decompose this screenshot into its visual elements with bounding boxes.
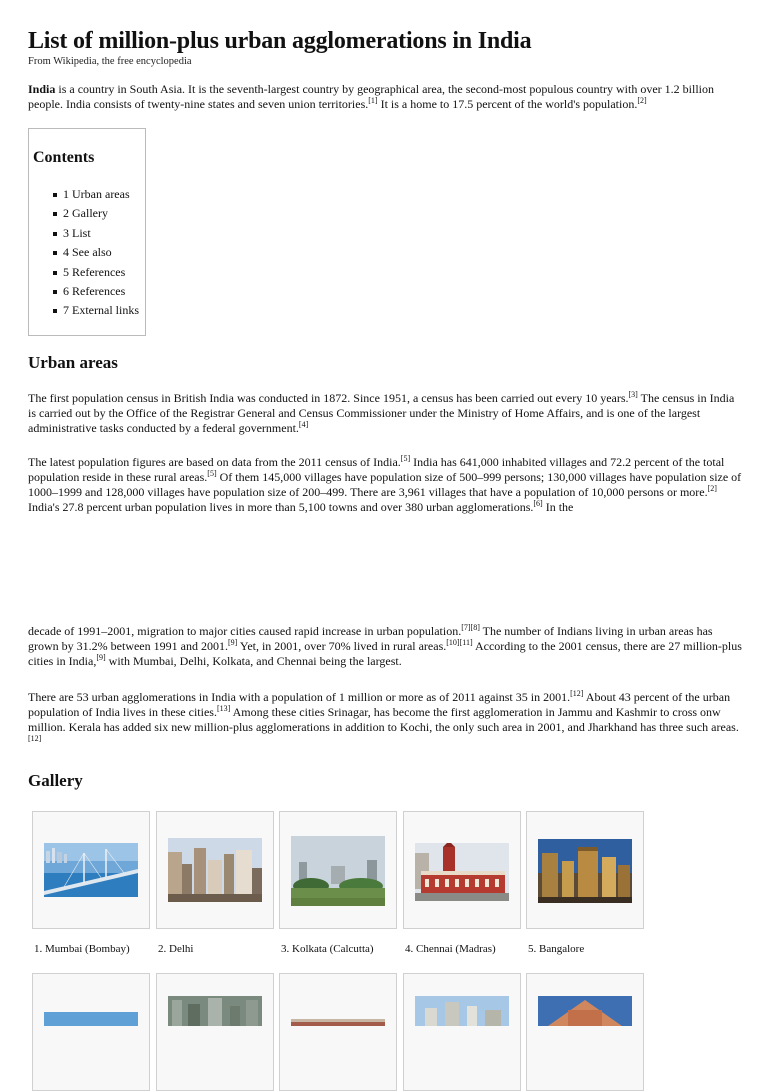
gallery-item-9[interactable] [403, 973, 521, 1091]
caption-mumbai[interactable]: 1. Mumbai (Bombay) [34, 943, 130, 955]
toc-item-gallery[interactable]: 2 Gallery [63, 204, 139, 223]
ref-link[interactable]: [5] [400, 454, 411, 463]
gallery-thumbnail-8[interactable] [291, 1016, 385, 1026]
delhi-thumbnail[interactable] [168, 838, 262, 902]
gallery-thumbnail-10[interactable] [538, 996, 632, 1026]
gallery-thumbnail-7[interactable] [168, 996, 262, 1026]
gallery-item-delhi[interactable] [156, 811, 274, 929]
toc-item-list[interactable]: 3 List [63, 224, 139, 243]
gallery-item-chennai[interactable] [403, 811, 521, 929]
ref-link[interactable]: [13] [216, 704, 231, 713]
intro-paragraph [28, 82, 742, 112]
text: Among these cities Srinagar, has become the first agglomeration in Jammu and Kashmir to cross onw million. Kerala has added six new million-plus agglomerations in addition to Kochi, the only such area in 2001, and Jharkhand has three such areas. [28, 705, 739, 734]
page-title: List of million-plus urban agglomerations in India [28, 28, 532, 54]
urban-paragraph-3 [28, 624, 742, 669]
caption-bangalore[interactable]: 5. Bangalore [528, 943, 585, 955]
toc-item-external-links[interactable]: 7 External links [63, 301, 139, 320]
ref-link[interactable]: [12] [28, 734, 42, 743]
ref-link[interactable]: [9] [227, 638, 238, 647]
toc-list [33, 185, 139, 321]
toc-item-urban-areas[interactable]: 1 Urban areas [63, 185, 139, 204]
gallery-item-6[interactable] [32, 973, 150, 1091]
urban-paragraph-4 [28, 690, 742, 750]
toc-item-references-2[interactable]: 6 References [63, 282, 139, 301]
text: About 43 percent of the urban population of India lives in these cities. [28, 690, 731, 719]
toc-heading: Contents [33, 149, 95, 166]
text: The latest population figures are based on data from the 2011 census of India. [28, 455, 401, 469]
text: Yet, in 2001, over 70% lived in rural areas. [237, 639, 447, 653]
urban-paragraph-1 [28, 391, 742, 436]
ref-link[interactable]: [10][11] [446, 638, 473, 647]
section-heading-urban-areas: Urban areas [28, 353, 118, 372]
bangalore-thumbnail[interactable] [538, 839, 632, 903]
text: According to the 2001 census, there are 27 million-plus cities in India, [28, 639, 742, 668]
text: Of them 145,000 villages have population size of 500–999 persons; 130,000 villages have population size of 1000–1999 and 128,000 villages have population size of 200–499. There are 3,961 villages that have a population of 10,000 persons or more. [28, 470, 742, 499]
text: India's 27.8 percent urban population lives in more than 5,100 towns and over 380 urban agglomerations. [28, 500, 534, 514]
toc-item-see-also[interactable]: 4 See also [63, 243, 139, 262]
ref-link[interactable]: [4] [298, 420, 309, 429]
ref-link[interactable]: [2] [707, 484, 717, 493]
gallery-item-kolkata[interactable] [279, 811, 397, 929]
gallery-thumbnail-9[interactable] [415, 996, 509, 1026]
urban-paragraph-2 [28, 455, 742, 515]
ref-link[interactable]: [12] [570, 689, 584, 698]
text: with Mumbai, Delhi, Kolkata, and Chennai being the largest. [105, 654, 402, 668]
chennai-thumbnail[interactable] [415, 843, 509, 901]
intro-text-1: is a country in South Asia. It is the seventh-largest country by geographical area, the second-most populous country with over 1.2 billion people. India consists of twenty-nine states and seven union territories. [28, 82, 715, 111]
ref-link[interactable]: [1] [368, 96, 378, 105]
text: The number of Indians living in urban areas has grown by 31.2% between 1991 and 2001. [28, 624, 713, 653]
ref-link[interactable]: [6] [533, 499, 543, 508]
intro-bold: India [28, 82, 56, 96]
text: decade of 1991–2001, migration to major cities caused rapid increase in urban population. [28, 624, 462, 638]
ref-link[interactable]: [5] [207, 469, 217, 478]
text: India has 641,000 inhabited villages and 72.2 percent of the total population reside in these rural areas. [28, 455, 725, 484]
intro-text-2: It is a home to 17.5 percent of the world's population. [377, 97, 638, 111]
mumbai-thumbnail[interactable] [44, 843, 138, 897]
caption-delhi[interactable]: 2. Delhi [158, 943, 194, 955]
page-subtitle: From Wikipedia, the free encyclopedia [28, 56, 192, 67]
gallery-item-7[interactable] [156, 973, 274, 1091]
section-heading-gallery: Gallery [28, 771, 83, 790]
caption-kolkata[interactable]: 3. Kolkata (Calcutta) [281, 943, 374, 955]
kolkata-thumbnail[interactable] [291, 836, 385, 906]
gallery-item-bangalore[interactable] [526, 811, 644, 929]
gallery-item-10[interactable] [526, 973, 644, 1091]
gallery-item-8[interactable] [279, 973, 397, 1091]
text: The first population census in British India was conducted in 1872. Since 1951, a census has been carried out every 10 years. [28, 391, 629, 405]
gallery-item-mumbai[interactable] [32, 811, 150, 929]
ref-link[interactable]: [3] [628, 390, 638, 399]
text: The census in India is carried out by the Office of the Registrar General and Census Commissioner under the Ministry of Home Affairs, and is one of the largest administrative tasks conducted by a federal government. [28, 391, 735, 435]
toc-item-references[interactable]: 5 References [63, 263, 139, 282]
text: In the [542, 500, 574, 514]
ref-link[interactable]: [9] [96, 653, 106, 662]
text: There are 53 urban agglomerations in India with a population of 1 million or more as of 2011 against 35 in 2001. [28, 690, 571, 704]
ref-link[interactable]: [2] [637, 96, 647, 105]
ref-link[interactable]: [7][8] [461, 623, 480, 632]
table-of-contents [28, 128, 146, 336]
caption-chennai[interactable]: 4. Chennai (Madras) [405, 943, 496, 955]
